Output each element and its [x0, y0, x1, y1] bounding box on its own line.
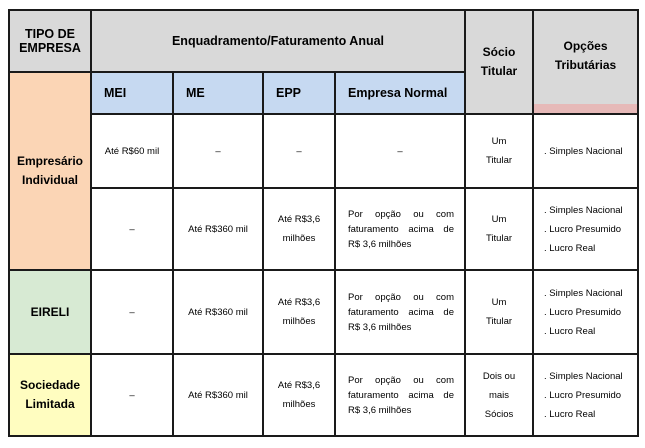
company-name-line1: Empresário — [16, 154, 84, 168]
header-tipo-line2: EMPRESA — [19, 41, 81, 55]
cell-empresa-normal: – — [335, 114, 465, 188]
epp-line1: Até R$3,6 — [277, 214, 321, 225]
cell-opcoes — [533, 354, 638, 436]
opcao-item: . Simples Nacional — [544, 287, 623, 299]
cell-opcoes — [533, 270, 638, 354]
cell-me: – — [173, 114, 263, 188]
socio-line2: mais — [488, 389, 510, 401]
cell-mei: – — [91, 188, 173, 270]
opcao-item: . Lucro Presumido — [544, 306, 622, 318]
cell-me: Até R$360 mil — [173, 270, 263, 354]
opcao-item: . Simples Nacional — [544, 204, 623, 216]
socio-line2: Titular — [485, 155, 513, 166]
epp-line1: Até R$3,6 — [277, 380, 321, 391]
cell-empresa-normal: Por opção ou com faturamento acima de R$ 3,6 milhões — [335, 270, 465, 354]
company-types-table — [8, 9, 639, 437]
opcao-item: . Simples Nacional — [544, 370, 623, 382]
table-row — [9, 114, 638, 188]
epp-line2: milhões — [282, 316, 316, 327]
socio-line1: Um — [491, 297, 507, 308]
company-name-line2: Limitada — [25, 397, 75, 411]
cell-me: Até R$360 mil — [173, 354, 263, 436]
epp-line1: Até R$3,6 — [277, 297, 321, 308]
opcao-item: . Lucro Real — [544, 325, 596, 337]
company-name-line2: Individual — [21, 173, 78, 187]
cell-socio — [465, 114, 533, 188]
company-eireli: EIRELI — [9, 270, 91, 354]
opcao-item: . Simples Nacional — [544, 145, 623, 157]
cell-epp: – — [263, 114, 335, 188]
cell-me: Até R$360 mil — [173, 188, 263, 270]
cell-epp — [263, 270, 335, 354]
cell-opcoes — [533, 114, 638, 188]
socio-line2: Titular — [485, 316, 513, 327]
cell-empresa-normal: Por opção ou com faturamento acima de R$ 3,6 milhões — [335, 354, 465, 436]
cell-socio — [465, 270, 533, 354]
header-tipo-empresa — [9, 10, 91, 72]
socio-line1: Um — [491, 136, 507, 147]
socio-line1: Um — [491, 214, 507, 225]
company-sociedade-limitada — [9, 354, 91, 436]
opcao-item: . Lucro Real — [544, 408, 596, 420]
subheader-me: ME — [173, 72, 263, 114]
table-row — [9, 188, 638, 270]
epp-line2: milhões — [282, 399, 316, 410]
header-opcoes-tributarias — [533, 10, 638, 114]
header-socio-titular — [465, 10, 533, 114]
cell-empresa-normal: Por opção ou com faturamento acima de R$ 3,6 milhões — [335, 188, 465, 270]
socio-line1: Dois ou — [482, 370, 516, 382]
opcao-item: . Lucro Presumido — [544, 389, 622, 401]
cell-opcoes — [533, 188, 638, 270]
cell-mei: – — [91, 354, 173, 436]
socio-line2: Titular — [485, 233, 513, 244]
epp-line2: milhões — [282, 233, 316, 244]
header-enquadramento: Enquadramento/Faturamento Anual — [91, 10, 465, 72]
cell-mei: Até R$60 mil — [91, 114, 173, 188]
opcao-item: . Lucro Real — [544, 242, 596, 254]
header-tipo-line1: TIPO DE — [24, 27, 75, 41]
subheader-epp: EPP — [263, 72, 335, 114]
cell-socio — [465, 188, 533, 270]
subheader-empresa-normal: Empresa Normal — [335, 72, 465, 114]
cell-epp — [263, 188, 335, 270]
cell-socio — [465, 354, 533, 436]
header-opcoes-line2: Tributárias — [554, 58, 617, 72]
header-socio-line2: Titular — [480, 64, 518, 78]
cell-mei: – — [91, 270, 173, 354]
table-row — [9, 354, 638, 436]
table-row — [9, 270, 638, 354]
socio-line3: Sócios — [484, 408, 514, 420]
cell-epp — [263, 354, 335, 436]
company-name-line1: Sociedade — [19, 378, 81, 392]
header-socio-line1: Sócio — [482, 45, 516, 59]
header-accent-bar — [534, 104, 637, 113]
company-empresario-individual — [9, 72, 91, 270]
opcao-item: . Lucro Presumido — [544, 223, 622, 235]
header-opcoes-line1: Opções — [563, 39, 608, 53]
subheader-mei: MEI — [91, 72, 173, 114]
